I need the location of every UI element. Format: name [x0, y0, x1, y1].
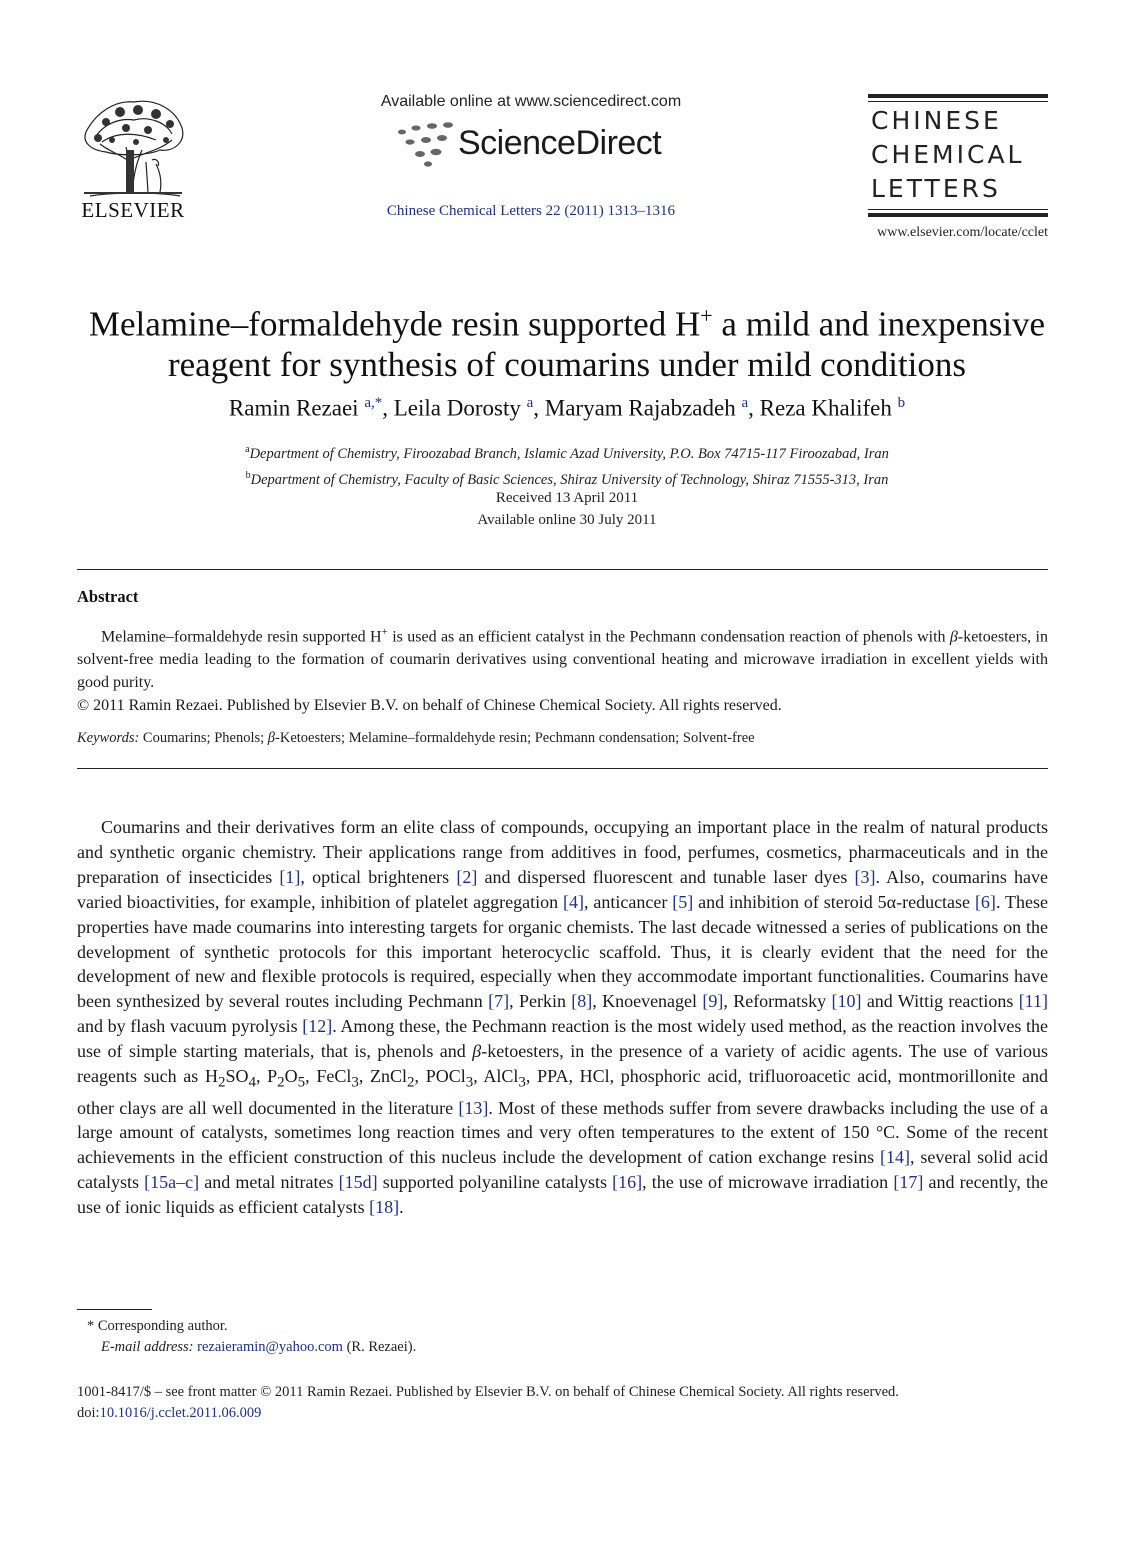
abstract-heading: Abstract: [77, 587, 139, 606]
masthead-line: LETTERS: [871, 174, 1001, 203]
citation-link[interactable]: [2]: [456, 866, 478, 887]
author-list: Ramin Rezaei $^{a,*}$, Leila Dorosty $^a$, Maryam Rajabzadeh $^a$, Reza Khalifeh $^b$: [228, 395, 906, 421]
article-dates: [60, 487, 1074, 531]
body-text-run: , Perkin: [509, 991, 572, 1012]
issn-line: 1001-8417/$ – see front matter © 2011 Ramin Rezaei. Published by Elsevier B.V. on behalf of Chinese Chemical Society. All rights reserved.: [77, 1384, 899, 1400]
body-text-run: , P: [255, 1066, 278, 1087]
keywords-text: Coumarins; Phenols;: [139, 730, 268, 746]
footnote-line: [87, 1316, 416, 1337]
abstract-top-rule: [77, 569, 1048, 570]
body-text-run: . Most of these methods suffer from severe drawbacks including the use of a large amount of catalysts, sometimes long reaction times and very often temperatures to the extent of 150 °C. Some of the recent achievements in the efficient construction of this nucleus include the development of cation exchange resins: [77, 1097, 1048, 1168]
body-text-run: . These properties have made coumarins into interesting targets for organic chemists. The last decade witnessed a series of publications on the development of synthetic protocols for this important heterocyclic scaffold. Thus, it is clearly evident that the need for the development of new and flexible protocols is required, especially when they accommodate important functionalities. Coumarins have been synthesized by several routes including Pechmann: [77, 891, 1048, 1012]
body-text-run: , optical brighteners: [300, 866, 457, 887]
journal-url[interactable]: www.elsevier.com/locate/cclet: [877, 225, 1048, 240]
citation-link[interactable]: [18]: [369, 1197, 400, 1218]
author-name: Leila Dorosty: [393, 395, 521, 421]
author-affiliation-marker[interactable]: a: [526, 395, 534, 411]
footnote-rule: [77, 1309, 152, 1310]
author-name: Ramin Rezaei: [228, 395, 359, 421]
body-text-run: and inhibition of steroid 5α-reductase: [693, 891, 975, 912]
footnote-line: [87, 1337, 416, 1358]
footnote-text: Corresponding author.: [94, 1318, 228, 1334]
author-name: Maryam Rajabzadeh: [544, 395, 736, 421]
available-date: Available online 30 July 2011: [477, 512, 657, 528]
affiliations: [60, 439, 1074, 491]
citation-link[interactable]: [6]: [974, 891, 996, 912]
email-label: E-mail address:: [101, 1339, 194, 1355]
citation-link[interactable]: [5]: [672, 891, 694, 912]
keywords: [77, 730, 1048, 747]
masthead-line: CHEMICAL: [871, 140, 1025, 169]
citation-link[interactable]: [12]: [302, 1016, 333, 1037]
body-text-run: , PPA, HCl, phosphoric acid, trifluoroacetic acid, montmorillonite and other clays are all well documented in the literature: [77, 1066, 1048, 1118]
masthead-line: CHINESE: [871, 106, 1002, 135]
subscript: 3: [465, 1074, 474, 1091]
masthead-rule: [868, 101, 1048, 102]
body-text-run: , the use of microwave irradiation: [642, 1172, 894, 1193]
citation-link[interactable]: [16]: [612, 1172, 643, 1193]
body-text-run: , Reformatsky: [723, 991, 832, 1012]
journal-citation-link[interactable]: Chinese Chemical Letters 22 (2011) 1313–1316: [386, 203, 676, 219]
received-date: Received 13 April 2011: [495, 490, 639, 506]
beta-symbol: β: [267, 730, 276, 746]
body-text-run: and metal nitrates: [199, 1172, 339, 1193]
author-affiliation-marker[interactable]: b: [897, 395, 906, 411]
affiliation-text: Department of Chemistry, Firoozabad Branch, Islamic Azad University, P.O. Box 74715-117 Firoozabad, Iran: [249, 445, 889, 462]
available-online-text: Available online at www.sciencedirect.com: [380, 93, 682, 110]
abstract-copyright: © 2011 Ramin Rezaei. Published by Elsevier B.V. on behalf of Chinese Chemical Society. All rights reserved.: [77, 697, 782, 715]
body-paragraph: [77, 815, 1048, 1220]
beta-symbol: β: [472, 1041, 482, 1062]
title-part: a mild and inexpensive: [712, 304, 1046, 344]
affiliation-text: Department of Chemistry, Faculty of Basic Sciences, Shiraz University of Technology, Shiraz 71555-313, Iran: [250, 471, 889, 488]
email-owner: (R. Rezaei).: [342, 1339, 417, 1355]
subscript: 3: [518, 1074, 526, 1091]
citation-link[interactable]: [11]: [1018, 991, 1049, 1012]
body-text-run: and dispersed fluorescent and tunable laser dyes: [477, 866, 855, 887]
citation-link[interactable]: [15a–c]: [144, 1172, 200, 1193]
citation-link[interactable]: [7]: [488, 991, 510, 1012]
citation-link[interactable]: [17]: [893, 1172, 924, 1193]
body-text-run: , POCl: [414, 1066, 466, 1087]
doi-line: [77, 1403, 1048, 1424]
body-text-run: , Knoevenagel: [592, 991, 703, 1012]
body-text: [77, 815, 1048, 1220]
body-text-run: Coumarins and their derivatives form an elite class of compounds, occupying an important place in the realm of natural products and synthetic organic chemistry. Their applications range from additives in food, perfumes, cosmetics, pharmaceuticals and in the preparation of insecticides: [77, 817, 1048, 887]
citation-link[interactable]: [14]: [880, 1147, 911, 1168]
corresponding-author-footnote: [87, 1316, 416, 1358]
body-text-run: , FeCl: [305, 1066, 352, 1087]
body-text-run: , several solid acid catalysts: [77, 1147, 1048, 1193]
footnote-marker: *: [87, 1318, 95, 1334]
beta-symbol: β: [949, 628, 958, 646]
masthead-rule: [868, 94, 1048, 98]
affiliation-marker: b: [245, 469, 251, 481]
body-text-run: , AlCl: [473, 1066, 519, 1087]
body-text-run: supported polyaniline catalysts: [377, 1172, 613, 1193]
abstract-text: Melamine–formaldehyde resin supported H: [101, 628, 382, 646]
citation-link[interactable]: [4]: [562, 891, 584, 912]
subscript: 4: [248, 1074, 256, 1091]
author-name: Reza Khalifeh: [759, 395, 892, 421]
author-affiliation-marker[interactable]: a: [741, 395, 749, 411]
body-text-run: , ZnCl: [358, 1066, 408, 1087]
abstract-superscript: +: [381, 626, 388, 638]
masthead-rule: [868, 213, 1048, 217]
subscript: 2: [277, 1074, 285, 1091]
body-text-run: . Also, coumarins have varied bioactivities, for example, inhibition of platelet aggregation: [77, 866, 1048, 912]
citation-link[interactable]: [1]: [279, 866, 301, 887]
body-text-run: O: [284, 1066, 298, 1087]
subscript: 2: [217, 1074, 226, 1091]
citation-link[interactable]: [9]: [702, 991, 724, 1012]
body-text-run: and Wittig reactions: [861, 991, 1019, 1012]
body-text-run: and recently, the use of ionic liquids as efficient catalysts: [77, 1172, 1049, 1218]
title-part: Melamine–formaldehyde resin supported H: [88, 304, 701, 344]
abstract-body: [77, 621, 1048, 717]
body-text-run: SO: [225, 1066, 249, 1087]
abstract-paragraph: [77, 621, 1048, 694]
body-text-run: . Among these, the Pechmann reaction is the most widely used method, as the reaction involves the use of simple starting materials, that is, phenols and: [77, 1016, 1049, 1062]
affiliation-marker: a: [245, 444, 250, 455]
article-title: [60, 296, 1074, 385]
sciencedirect-wordmark: ScienceDirect: [458, 124, 662, 162]
citation-link[interactable]: [13]: [458, 1097, 489, 1118]
abstract-bottom-rule: [77, 768, 1048, 769]
masthead-rule: [868, 209, 1048, 210]
citation-link[interactable]: [15d]: [338, 1172, 378, 1193]
keywords-label: Keywords:: [77, 730, 140, 746]
elsevier-wordmark: ELSEVIER: [81, 198, 185, 222]
affiliation: [60, 439, 1074, 465]
keywords-text: -Ketoesters; Melamine–formaldehyde resin; Pechmann condensation; Solvent-free: [275, 730, 755, 746]
body-text-run: , anticancer: [583, 891, 673, 912]
author-affiliation-marker[interactable]: a,*: [364, 395, 383, 411]
subscript: 2: [407, 1074, 415, 1091]
title-part: reagent for synthesis of coumarins under mild conditions: [167, 344, 967, 384]
citation-link[interactable]: [3]: [854, 866, 876, 887]
body-text-run: .: [399, 1197, 404, 1218]
abstract-text: is used as an efficient catalyst in the Pechmann condensation reaction of phenols with: [387, 628, 950, 646]
subscript: 5: [297, 1074, 306, 1091]
citation-link[interactable]: [8]: [571, 991, 593, 1012]
doi-link[interactable]: 10.1016/j.cclet.2011.06.009: [99, 1405, 262, 1421]
citation-link[interactable]: [10]: [831, 991, 862, 1012]
title-superscript: +: [700, 303, 713, 328]
body-text-run: -ketoesters, in the presence of a variety of acidic agents. The use of various reagents such as H: [77, 1041, 1048, 1087]
doi-label: doi:: [77, 1405, 100, 1421]
journal-masthead: [868, 94, 1048, 220]
abstract-text: -ketoesters, in solvent-free media leading to the formation of coumarin derivatives using conventional heating and microwave irradiation in excellent yields with good purity.: [77, 628, 1049, 692]
subscript: 3: [351, 1074, 359, 1091]
email-link[interactable]: rezaieramin@yahoo.com: [197, 1339, 343, 1355]
body-text-run: and by flash vacuum pyrolysis: [77, 1016, 303, 1037]
front-matter-footer: [77, 1382, 1048, 1424]
